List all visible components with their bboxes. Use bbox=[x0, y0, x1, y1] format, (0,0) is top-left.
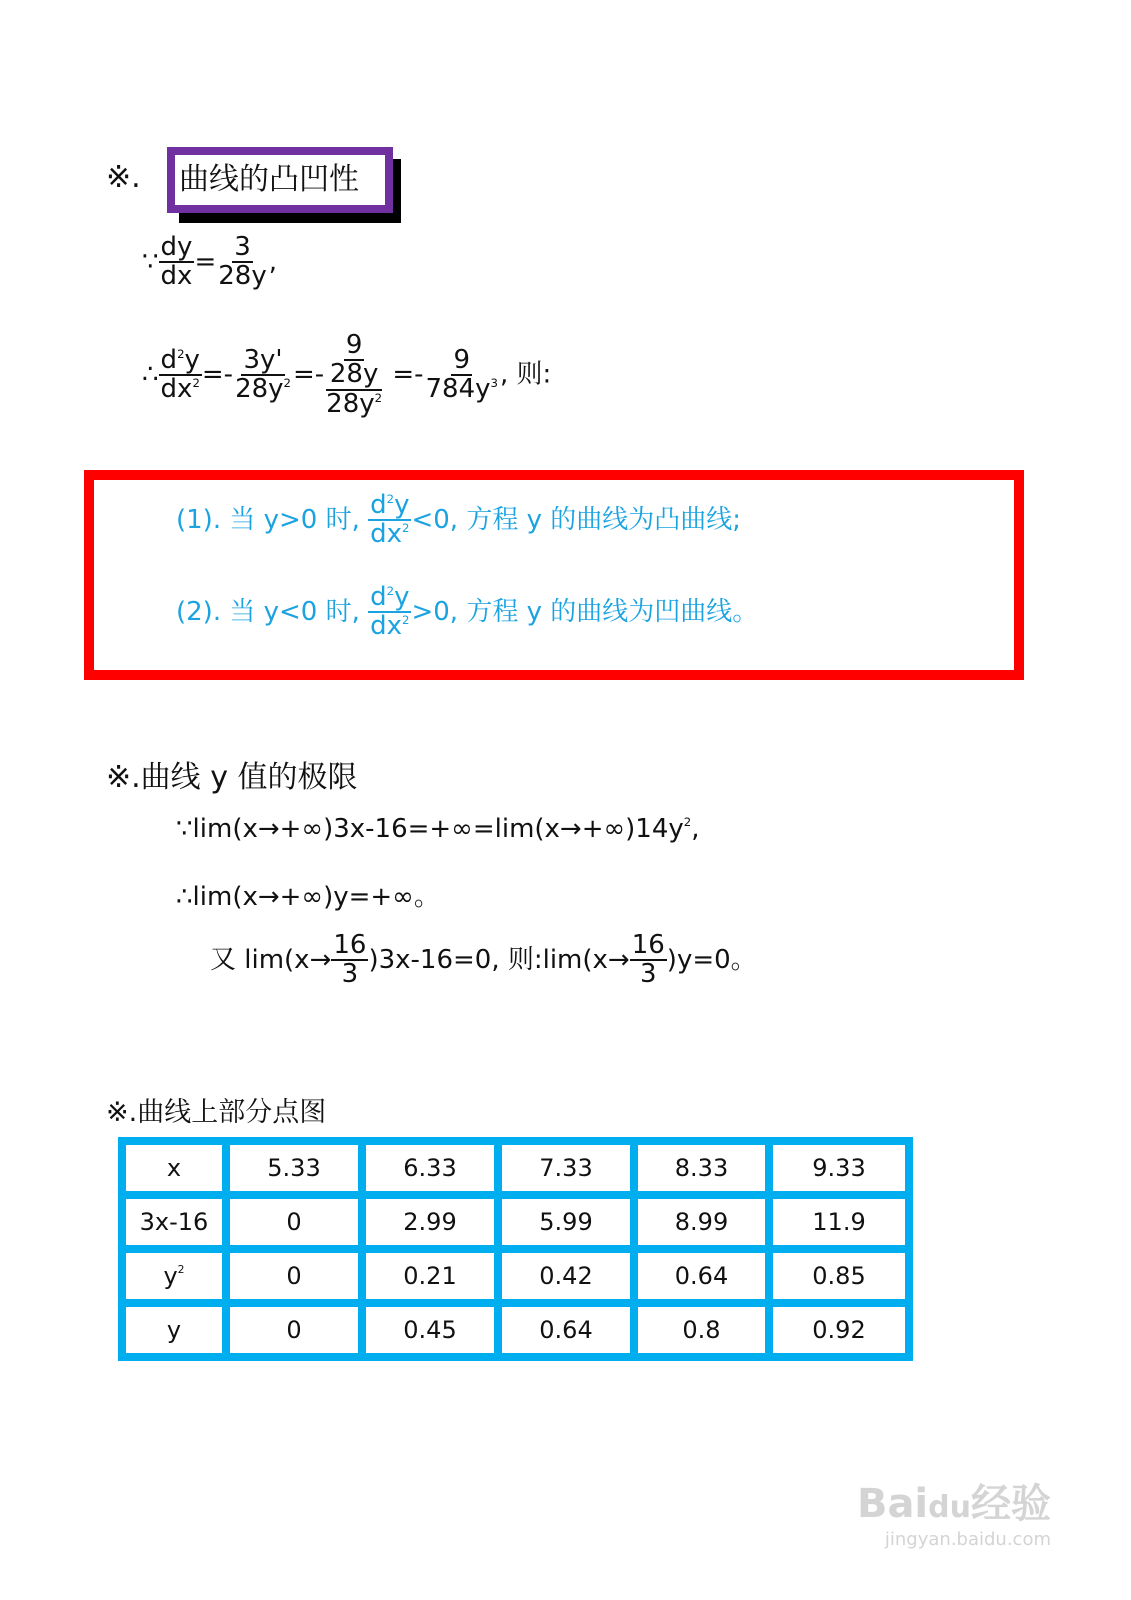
denominator: 28y bbox=[326, 388, 375, 419]
sup: 2 bbox=[402, 521, 410, 536]
text: , bbox=[691, 814, 700, 844]
denominator: 784y bbox=[425, 373, 491, 404]
limit-line-1 bbox=[176, 814, 699, 844]
table-cell: 0.45 bbox=[362, 1303, 498, 1357]
numerator: 3y' bbox=[243, 344, 283, 375]
equation-first-derivative bbox=[142, 234, 277, 291]
numerator: dy bbox=[160, 232, 193, 262]
sup: 2 bbox=[683, 815, 692, 830]
because-symbol: ∵ bbox=[142, 246, 159, 277]
table-cell: 0.8 bbox=[634, 1303, 769, 1357]
row-label: $y^2$ bbox=[122, 1249, 226, 1303]
sup: 2 bbox=[283, 376, 291, 391]
table-cell: 11.9 bbox=[769, 1195, 909, 1249]
table-cell: 7.33 bbox=[498, 1141, 634, 1195]
equals: = bbox=[194, 246, 217, 277]
table-cell: 2.99 bbox=[362, 1195, 498, 1249]
therefore-symbol: ∴ bbox=[142, 359, 159, 390]
baidu-watermark bbox=[857, 1472, 1051, 1550]
d: d bbox=[160, 344, 178, 375]
then-text: , 则: bbox=[499, 359, 552, 390]
table-cell: 0.42 bbox=[498, 1249, 634, 1303]
equals: =- bbox=[292, 359, 325, 390]
numerator: 9 bbox=[453, 344, 471, 375]
table-cell: 0.21 bbox=[362, 1249, 498, 1303]
sup: 2 bbox=[402, 613, 410, 628]
section-3-title: ※.曲线上部分点图 bbox=[106, 1097, 327, 1128]
limit-line-3 bbox=[210, 932, 757, 989]
equals: =- bbox=[384, 359, 424, 390]
table-row bbox=[122, 1141, 909, 1195]
denominator: 28y bbox=[235, 373, 284, 404]
dx: dx bbox=[370, 519, 403, 550]
table-cell: 9.33 bbox=[769, 1141, 909, 1195]
section-title: 曲线的凸凹性 bbox=[167, 147, 393, 213]
row-label: x bbox=[122, 1141, 226, 1195]
y: y bbox=[394, 582, 410, 612]
section-mark: ※. bbox=[106, 160, 141, 195]
watermark-logo: Baidu经验 bbox=[856, 1481, 1051, 1527]
d: d bbox=[370, 582, 387, 612]
table-row bbox=[122, 1303, 909, 1357]
table-row bbox=[122, 1195, 909, 1249]
text: >0, 方程 y 的曲线为凹曲线。 bbox=[411, 596, 759, 627]
table-cell: 0.92 bbox=[769, 1303, 909, 1357]
d: d bbox=[370, 490, 387, 520]
numerator: 3 bbox=[234, 232, 251, 262]
table-cell: 0 bbox=[226, 1249, 362, 1303]
text: <0, 方程 y 的曲线为凸曲线; bbox=[411, 504, 742, 535]
table-cell: 6.33 bbox=[362, 1141, 498, 1195]
dx: dx bbox=[370, 611, 403, 642]
text: ∵lim(x→+∞)3x-16=+∞=lim(x→+∞)14y bbox=[176, 814, 684, 844]
numerator: 16 bbox=[631, 930, 665, 960]
table-cell: 8.33 bbox=[634, 1141, 769, 1195]
table-cell: 5.99 bbox=[498, 1195, 634, 1249]
text: 又 lim(x→ bbox=[210, 944, 332, 975]
table-cell: 0 bbox=[226, 1195, 362, 1249]
text: (2). 当 y<0 时, bbox=[176, 596, 369, 627]
section-2-title: ※.曲线 y 值的极限 bbox=[106, 760, 358, 795]
table-row bbox=[122, 1249, 909, 1303]
denominator: 3 bbox=[639, 959, 657, 990]
y: y bbox=[394, 490, 410, 520]
dx: dx bbox=[160, 373, 193, 404]
text: (1). 当 y>0 时, bbox=[176, 504, 369, 535]
y: y bbox=[184, 344, 200, 375]
denominator: 3 bbox=[341, 959, 359, 990]
equation-second-derivative bbox=[142, 332, 551, 418]
conclusion-line-2 bbox=[176, 584, 758, 641]
table-cell: 0.85 bbox=[769, 1249, 909, 1303]
numerator: 16 bbox=[333, 930, 367, 960]
table-cell: 5.33 bbox=[226, 1141, 362, 1195]
sup: 2 bbox=[192, 376, 200, 391]
watermark-url: jingyan.baidu.com bbox=[884, 1529, 1051, 1550]
sup: 3 bbox=[490, 376, 498, 391]
limit-line-2: ∴lim(x→+∞)y=+∞。 bbox=[176, 882, 440, 912]
sup: 2 bbox=[177, 346, 185, 361]
row-label: y bbox=[122, 1303, 226, 1357]
table-cell: 0.64 bbox=[498, 1303, 634, 1357]
table-cell: 0 bbox=[226, 1303, 362, 1357]
sup: 2 bbox=[386, 584, 395, 599]
text: )y=0。 bbox=[666, 944, 757, 975]
comma: , bbox=[268, 246, 277, 277]
numerator: 9 bbox=[345, 330, 363, 360]
points-table bbox=[118, 1137, 913, 1361]
denominator: 28y bbox=[218, 261, 267, 292]
equals: =- bbox=[201, 359, 234, 390]
sup: 2 bbox=[386, 492, 395, 507]
denominator: dx bbox=[160, 261, 193, 292]
denominator: 28y bbox=[329, 359, 379, 390]
row-label: 3x-16 bbox=[122, 1195, 226, 1249]
section-title-badge bbox=[167, 147, 393, 213]
sup: 2 bbox=[374, 390, 383, 405]
conclusion-line-1 bbox=[176, 492, 741, 549]
text: )3x-16=0, 则:lim(x→ bbox=[368, 944, 630, 975]
table-cell: 8.99 bbox=[634, 1195, 769, 1249]
table-cell: 0.64 bbox=[634, 1249, 769, 1303]
